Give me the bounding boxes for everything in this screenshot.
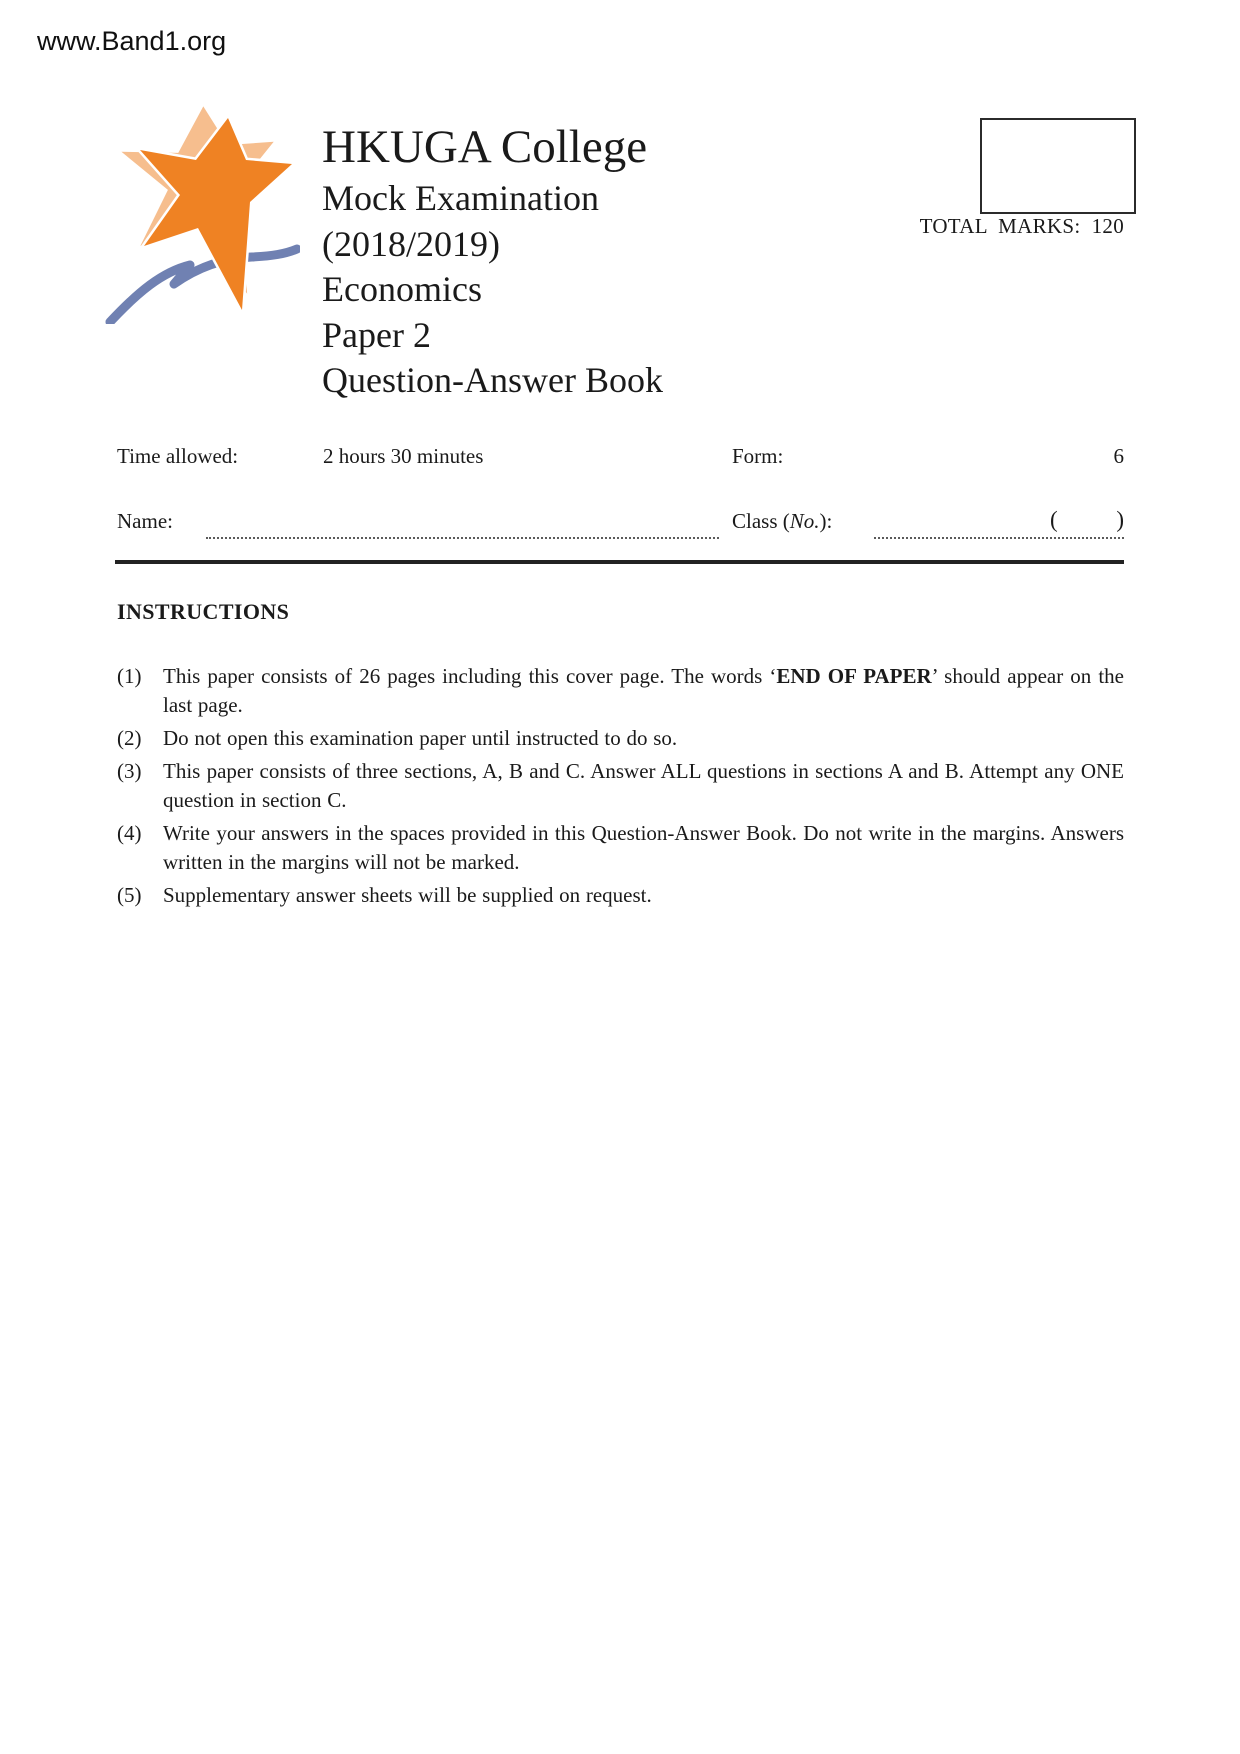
school-logo [100, 100, 300, 324]
instruction-number: (4) [117, 821, 142, 845]
instruction-item [117, 881, 1124, 910]
instruction-item [117, 662, 1124, 720]
instruction-text: Do not open this examination paper until instructed to do so. [163, 726, 678, 750]
class-write-in-line [874, 510, 1124, 539]
instruction-item [117, 819, 1124, 877]
marks-entry-box [980, 118, 1136, 214]
name-label: Name: [117, 509, 173, 533]
instruction-text: Supplementary answer sheets will be supplied on request. [163, 883, 652, 907]
instruction-number: (2) [117, 726, 142, 750]
paper-line: Paper 2 [322, 314, 431, 355]
form-value: 6 [1113, 444, 1124, 468]
instruction-text: This paper consists of 26 pages including this cover page. The words ‘END OF PAPER’ should appear on the last page. [163, 664, 1124, 717]
time-allowed-value: 2 hours 30 minutes [323, 444, 484, 468]
school-name: HKUGA College [322, 121, 648, 173]
title-block [322, 118, 663, 404]
instructions-heading: INSTRUCTIONS [117, 599, 290, 624]
form-label: Form: [732, 444, 784, 468]
instruction-number: (5) [117, 883, 142, 907]
subject-line: Economics [322, 269, 482, 309]
instruction-number: (1) [117, 664, 142, 688]
instruction-item [117, 724, 1124, 753]
header-divider-rule [115, 560, 1124, 564]
instruction-number: (3) [117, 759, 142, 783]
book-type-line: Question-Answer Book [322, 360, 663, 400]
name-write-in-line [206, 510, 719, 539]
total-marks-label: TOTAL MARKS: 120 [919, 214, 1124, 238]
time-allowed-label: Time allowed: [117, 444, 239, 468]
class-number-label: Class (No.): [732, 509, 833, 533]
exam-year-line: (2018/2019) [322, 223, 500, 264]
class-number-parentheses: ( ) [1050, 507, 1124, 532]
instruction-item [117, 757, 1124, 815]
watermark-url: www.Band1.org [37, 26, 227, 56]
instructions-list [117, 662, 1124, 914]
exam-title-line: Mock Examination [322, 178, 599, 218]
instruction-text: Write your answers in the spaces provided in this Question-Answer Book. Do not write in the margins. Answers written in the margins will not be marked. [163, 821, 1124, 874]
instruction-text: This paper consists of three sections, A, B and C. Answer ALL questions in sections A and B. Attempt any ONE question in section C. [163, 759, 1124, 812]
swoosh-icon [110, 249, 297, 322]
